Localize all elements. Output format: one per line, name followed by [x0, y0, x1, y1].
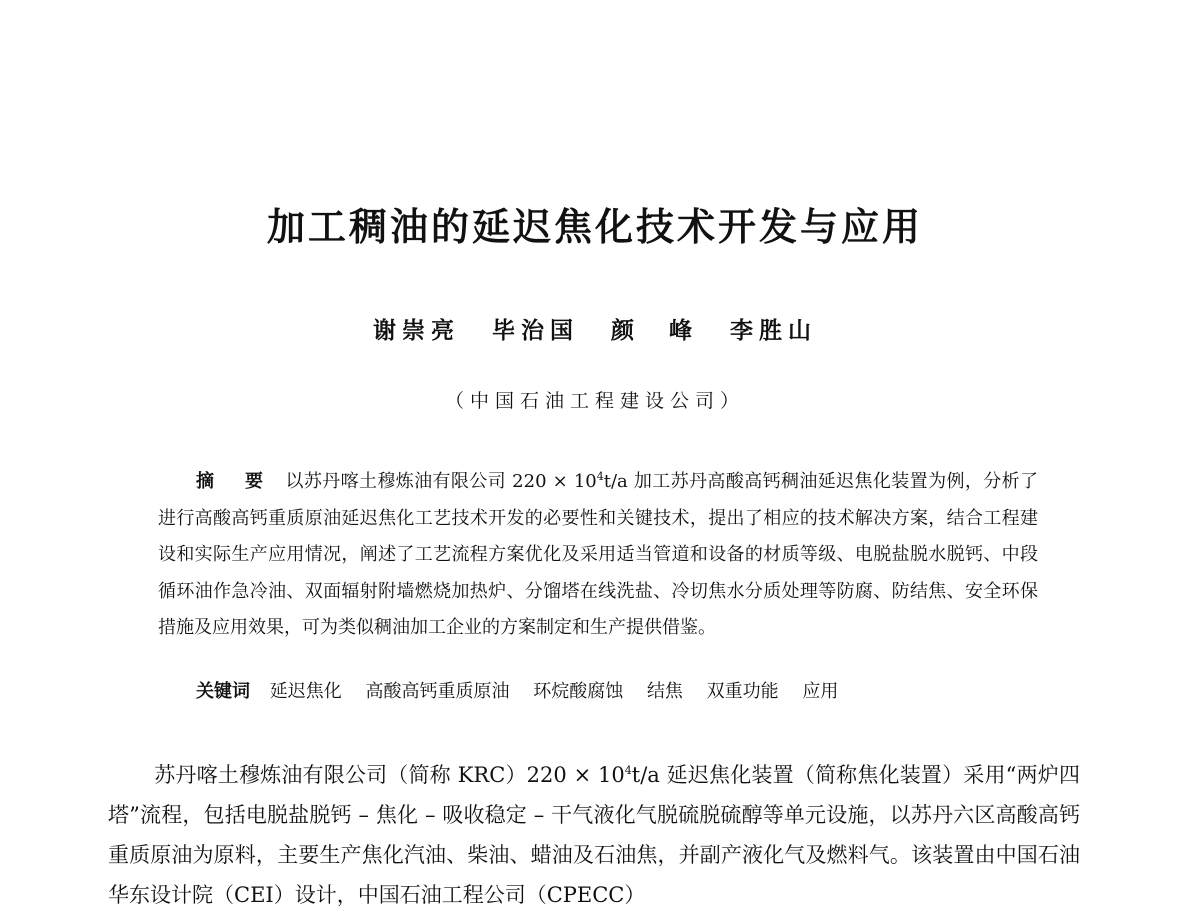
- affiliation: （中国石油工程建设公司）: [444, 390, 745, 412]
- body-text-rest: t/a 延迟焦化装置（简称焦化装置）采用“两炉四塔”流程，包括电脱盐脱钙 – 焦化 – 吸收稳定 – 干气液化气脱硫脱硫醇等单元设施，以苏丹六区高酸高钙重质原油为原料，主要生产焦化汽油、柴油、蜡油及石油焦，并副产液化气及燃料气。该装置由中国石油华东设计院（CEI）设计，中国石油工程公司（CPECC）: [108, 763, 1080, 907]
- author-name: 毕治国: [491, 317, 579, 344]
- abstract-superscript: 4: [596, 470, 604, 483]
- body-superscript: 4: [624, 764, 632, 777]
- keyword-item: 环烷酸腐蚀: [533, 681, 624, 702]
- author-name: 颜 峰: [611, 317, 698, 344]
- keyword-item: 双重功能: [706, 681, 779, 702]
- paper-title: 加工稠油的延迟焦化技术开发与应用: [266, 205, 923, 249]
- keywords: [196, 677, 1056, 703]
- abstract-label: 摘 要: [196, 471, 276, 492]
- author-list: [0, 312, 1190, 345]
- keyword-item: 应用: [802, 681, 839, 702]
- abstract: [158, 464, 1038, 647]
- keyword-item: 高酸高钙重质原油: [365, 681, 510, 702]
- body-paragraph: [108, 755, 1080, 915]
- keywords-label: 关键词: [196, 681, 250, 702]
- keyword-item: 结焦: [646, 681, 683, 702]
- keyword-item: 延迟焦化: [269, 681, 342, 702]
- author-name: 谢崇亮: [372, 317, 460, 344]
- abstract-text-rest: t/a 加工苏丹高酸高钙稠油延迟焦化装置为例，分析了进行高酸高钙重质原油延迟焦化工艺技术开发的必要性和关键技术，提出了相应的技术解决方案，结合工程建设和实际生产应用情况，阐述了工艺流程方案优化及采用适当管道和设备的材质等级、电脱盐脱水脱钙、中段循环油作急冷油、双面辐射附墙燃烧加热炉、分馏塔在线洗盐、冷切焦水分质处理等防腐、防结焦、安全环保措施及应用效果，可为类似稠油加工企业的方案制定和生产提供借鉴。: [158, 471, 1038, 638]
- author-name: 李胜山: [730, 317, 818, 344]
- body-text-start: 苏丹喀土穆炼油有限公司（简称 KRC）220 × 10: [154, 763, 625, 787]
- abstract-text-start: 以苏丹喀土穆炼油有限公司 220 × 10: [285, 471, 597, 492]
